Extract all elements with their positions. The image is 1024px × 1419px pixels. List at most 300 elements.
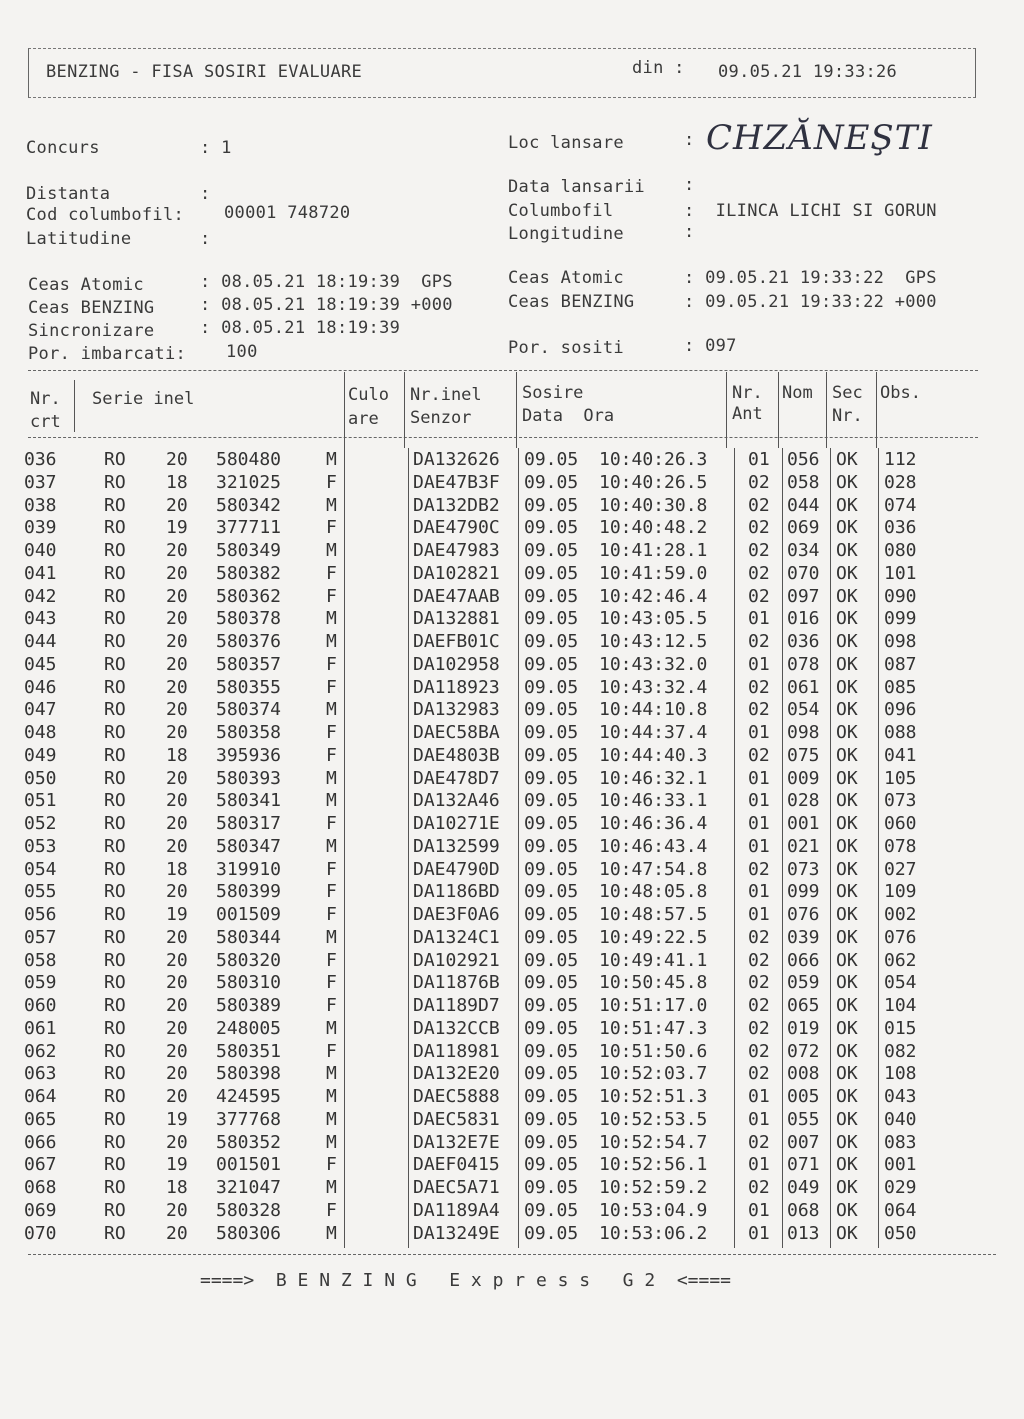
cell-ora: 10:47:54.8 <box>599 858 708 880</box>
cell-sec: OK <box>836 585 858 607</box>
por-imbarcati-value: 100 <box>226 342 258 362</box>
cell-inel: 580355 <box>216 676 282 698</box>
cell-sex: M <box>326 608 337 630</box>
cell-inel: 580376 <box>216 631 282 652</box>
cell-sec: OK <box>836 1108 858 1130</box>
cell-ant: 02 <box>748 1063 770 1085</box>
cell-obs: 108 <box>884 1063 917 1085</box>
table-header-rule <box>28 437 978 438</box>
cell-inel: 319910 <box>216 858 282 880</box>
cell-sex: F <box>326 881 337 903</box>
col-nr-2: crt <box>30 412 61 432</box>
table-row <box>0 721 1024 744</box>
cell-ant: 02 <box>748 1131 770 1153</box>
table-row <box>0 1131 1024 1154</box>
cell-inel: 580320 <box>216 949 282 971</box>
cell-tara: RO <box>104 608 126 630</box>
cell-data: 09.05 <box>524 949 579 971</box>
cell-sex: M <box>326 449 337 470</box>
cell-data: 09.05 <box>524 1199 579 1221</box>
cell-ora: 10:49:41.1 <box>599 949 708 971</box>
concurs-value: : 1 <box>200 138 232 158</box>
cell-nr: 058 <box>24 949 57 971</box>
cell-tara: RO <box>104 835 126 857</box>
cell-senzor: DA118923 <box>413 676 500 698</box>
cell-ora: 10:46:36.4 <box>599 813 708 834</box>
latitudine-value: : <box>200 229 211 249</box>
cell-ora: 10:46:33.1 <box>599 790 708 812</box>
col-divider <box>876 372 877 448</box>
cell-tara: RO <box>104 540 126 561</box>
cell-obs: 101 <box>884 562 917 584</box>
cell-sec: OK <box>836 494 858 516</box>
cell-sec: OK <box>836 1199 858 1221</box>
cell-ant: 01 <box>748 1199 770 1221</box>
cell-senzor: DA1189D7 <box>413 995 500 1016</box>
cell-ant: 01 <box>748 881 770 903</box>
cell-inel: 580389 <box>216 995 282 1016</box>
cell-senzor: DAEFB01C <box>413 631 500 652</box>
cell-sex: F <box>326 1199 337 1221</box>
concurs-label: Concurs <box>26 138 100 158</box>
cell-senzor: DA132599 <box>413 835 500 857</box>
cell-nom: 039 <box>787 926 820 948</box>
cell-sec: OK <box>836 949 858 971</box>
cell-senzor: DAEC5A71 <box>413 1177 500 1198</box>
cell-inel: 580378 <box>216 608 282 630</box>
cell-sec: OK <box>836 790 858 812</box>
cell-obs: 088 <box>884 722 917 743</box>
cell-nom: 007 <box>787 1131 820 1153</box>
cell-nr: 060 <box>24 995 57 1016</box>
cell-data: 09.05 <box>524 767 579 789</box>
cell-sec: OK <box>836 608 858 630</box>
cell-an: 20 <box>166 722 188 743</box>
longitudine-label: Longitudine <box>508 224 624 244</box>
cell-ant: 01 <box>748 1086 770 1107</box>
cell-nr: 070 <box>24 1222 57 1244</box>
table-row <box>0 1222 1024 1245</box>
cell-nom: 065 <box>787 995 820 1016</box>
table-row <box>0 1176 1024 1199</box>
cell-nom: 019 <box>787 1017 820 1039</box>
table-row <box>0 1017 1024 1040</box>
cell-sex: F <box>326 949 337 971</box>
latitudine-label: Latitudine <box>26 229 132 249</box>
cell-an: 19 <box>166 904 188 925</box>
cell-ora: 10:48:05.8 <box>599 881 708 903</box>
cell-an: 20 <box>166 949 188 971</box>
cell-sec: OK <box>836 813 858 834</box>
cod-value: 00001 748720 <box>224 203 351 223</box>
cell-an: 20 <box>166 494 188 516</box>
cell-senzor: DA132A46 <box>413 790 500 812</box>
cell-senzor: DA132983 <box>413 699 500 721</box>
footer-text: ====> B E N Z I N G E x p r e s s G 2 <==== <box>200 1270 732 1291</box>
cell-sex: F <box>326 517 337 539</box>
loc-lansare-colon: : <box>684 130 695 150</box>
cell-tara: RO <box>104 631 126 652</box>
cell-obs: 028 <box>884 471 917 493</box>
table-row <box>0 653 1024 676</box>
col-sec-2: Nr. <box>832 406 863 426</box>
cell-senzor: DA11876B <box>413 972 500 994</box>
cell-sex: M <box>326 767 337 789</box>
cell-nom: 036 <box>787 631 820 652</box>
table-row <box>0 903 1024 926</box>
cell-ora: 10:48:57.5 <box>599 904 708 925</box>
cell-inel: 580374 <box>216 699 282 721</box>
cell-nom: 034 <box>787 540 820 561</box>
cell-sex: F <box>326 995 337 1016</box>
cell-nr: 069 <box>24 1199 57 1221</box>
cell-obs: 073 <box>884 790 917 812</box>
cell-inel: 580317 <box>216 813 282 834</box>
cell-nom: 059 <box>787 972 820 994</box>
cell-senzor: DA102821 <box>413 562 500 584</box>
cell-tara: RO <box>104 949 126 971</box>
cell-sex: M <box>326 1131 337 1153</box>
cell-senzor: DAE4803B <box>413 744 500 766</box>
cell-tara: RO <box>104 1040 126 1062</box>
cell-sex: F <box>326 722 337 743</box>
cell-obs: 085 <box>884 676 917 698</box>
cell-nom: 054 <box>787 699 820 721</box>
cell-obs: 041 <box>884 744 917 766</box>
cell-inel: 424595 <box>216 1086 282 1107</box>
cell-senzor: DA132CCB <box>413 1017 500 1039</box>
cell-ant: 01 <box>748 813 770 834</box>
table-row <box>0 1108 1024 1131</box>
cell-ora: 10:42:46.4 <box>599 585 708 607</box>
cell-tara: RO <box>104 699 126 721</box>
cell-nr: 052 <box>24 813 57 834</box>
cell-tara: RO <box>104 1063 126 1085</box>
cell-nr: 041 <box>24 562 57 584</box>
cell-senzor: DAE47983 <box>413 540 500 561</box>
por-sositi-label: Por. sositi <box>508 338 624 358</box>
cell-obs: 043 <box>884 1086 917 1107</box>
cell-an: 18 <box>166 858 188 880</box>
cell-sec: OK <box>836 1086 858 1107</box>
cell-tara: RO <box>104 881 126 903</box>
cell-data: 09.05 <box>524 676 579 698</box>
cell-an: 20 <box>166 926 188 948</box>
cell-ant: 01 <box>748 449 770 470</box>
cell-tara: RO <box>104 790 126 812</box>
cell-sex: M <box>326 790 337 812</box>
ceas-benzing-value: : 08.05.21 18:19:39 +000 <box>200 295 453 315</box>
cell-an: 20 <box>166 835 188 857</box>
cell-sex: M <box>326 835 337 857</box>
cell-sex: M <box>326 540 337 561</box>
cell-ant: 02 <box>748 926 770 948</box>
cell-nom: 098 <box>787 722 820 743</box>
cell-sex: F <box>326 858 337 880</box>
cell-sex: M <box>326 1063 337 1085</box>
cell-ant: 02 <box>748 995 770 1016</box>
cell-ant: 02 <box>748 585 770 607</box>
sincronizare-label: Sincronizare <box>28 321 155 341</box>
cell-sec: OK <box>836 540 858 561</box>
cell-sec: OK <box>836 1017 858 1039</box>
cell-an: 20 <box>166 1086 188 1107</box>
cell-nr: 038 <box>24 494 57 516</box>
col-sosire-1: Sosire <box>522 383 584 403</box>
cell-nom: 013 <box>787 1222 820 1244</box>
cell-data: 09.05 <box>524 562 579 584</box>
col-serie: Serie inel <box>92 389 195 409</box>
col-ant-2: Ant <box>732 404 763 424</box>
cell-ant: 01 <box>748 608 770 630</box>
table-row <box>0 698 1024 721</box>
cell-data: 09.05 <box>524 790 579 812</box>
cell-data: 09.05 <box>524 449 579 470</box>
cell-obs: 040 <box>884 1108 917 1130</box>
cell-sex: M <box>326 631 337 652</box>
cell-senzor: DA132626 <box>413 449 500 470</box>
cell-ant: 02 <box>748 1017 770 1039</box>
table-row <box>0 1062 1024 1085</box>
cell-data: 09.05 <box>524 653 579 675</box>
cell-nom: 069 <box>787 517 820 539</box>
cell-obs: 109 <box>884 881 917 903</box>
cell-an: 20 <box>166 1017 188 1039</box>
cell-inel: 580310 <box>216 972 282 994</box>
cell-sex: M <box>326 1177 337 1198</box>
cell-data: 09.05 <box>524 471 579 493</box>
ceas-benzing-2-label: Ceas BENZING <box>508 292 635 312</box>
table-row <box>0 471 1024 494</box>
cell-sec: OK <box>836 676 858 698</box>
cell-tara: RO <box>104 972 126 994</box>
cell-sec: OK <box>836 1177 858 1198</box>
distanta-label: Distanta <box>26 184 111 204</box>
cell-tara: RO <box>104 926 126 948</box>
cell-an: 20 <box>166 767 188 789</box>
col-divider <box>826 372 827 448</box>
cell-nr: 040 <box>24 540 57 561</box>
cell-nr: 036 <box>24 449 57 470</box>
table-row <box>0 562 1024 585</box>
cell-inel: 580342 <box>216 494 282 516</box>
table-row <box>0 767 1024 790</box>
cell-sec: OK <box>836 972 858 994</box>
table-row <box>0 949 1024 972</box>
cell-obs: 078 <box>884 835 917 857</box>
table-row <box>0 630 1024 653</box>
cell-ant: 02 <box>748 858 770 880</box>
cell-senzor: DA13249E <box>413 1222 500 1244</box>
data-lansarii-label: Data lansarii <box>508 177 645 197</box>
cell-tara: RO <box>104 471 126 493</box>
cell-sex: F <box>326 904 337 925</box>
cell-senzor: DA102921 <box>413 949 500 971</box>
cell-obs: 064 <box>884 1199 917 1221</box>
cell-an: 19 <box>166 1154 188 1176</box>
cell-sex: F <box>326 972 337 994</box>
cell-nom: 028 <box>787 790 820 812</box>
cell-an: 20 <box>166 562 188 584</box>
cell-sec: OK <box>836 1131 858 1153</box>
cell-sec: OK <box>836 653 858 675</box>
cell-obs: 074 <box>884 494 917 516</box>
cell-tara: RO <box>104 653 126 675</box>
col-ant-1: Nr. <box>732 383 763 403</box>
cell-inel: 377768 <box>216 1108 282 1130</box>
cell-sex: F <box>326 562 337 584</box>
cell-ora: 10:52:59.2 <box>599 1177 708 1198</box>
cell-senzor: DAE47AAB <box>413 585 500 607</box>
cell-nr: 059 <box>24 972 57 994</box>
table-row <box>0 744 1024 767</box>
cell-nr: 055 <box>24 881 57 903</box>
cell-ora: 10:40:26.3 <box>599 449 708 470</box>
cell-sex: F <box>326 676 337 698</box>
cell-tara: RO <box>104 562 126 584</box>
cell-nom: 009 <box>787 767 820 789</box>
cell-inel: 001509 <box>216 904 282 925</box>
cell-nom: 008 <box>787 1063 820 1085</box>
cell-data: 09.05 <box>524 813 579 834</box>
table-bottom-rule <box>28 1254 996 1255</box>
cell-sex: F <box>326 813 337 834</box>
cell-sec: OK <box>836 926 858 948</box>
cell-tara: RO <box>104 449 126 470</box>
cell-data: 09.05 <box>524 540 579 561</box>
cell-data: 09.05 <box>524 744 579 766</box>
sincronizare-value: : 08.05.21 18:19:39 <box>200 318 401 338</box>
cell-sex: F <box>326 1040 337 1062</box>
cell-data: 09.05 <box>524 904 579 925</box>
table-row <box>0 448 1024 471</box>
cell-nr: 068 <box>24 1177 57 1198</box>
cell-an: 20 <box>166 972 188 994</box>
cell-inel: 395936 <box>216 744 282 766</box>
cell-nom: 078 <box>787 653 820 675</box>
cell-ora: 10:46:43.4 <box>599 835 708 857</box>
cell-ora: 10:51:50.6 <box>599 1040 708 1062</box>
cell-nom: 068 <box>787 1199 820 1221</box>
cell-obs: 060 <box>884 813 917 834</box>
cell-senzor: DA132E7E <box>413 1131 500 1153</box>
cell-obs: 080 <box>884 540 917 561</box>
cell-ora: 10:40:48.2 <box>599 517 708 539</box>
cell-nr: 045 <box>24 653 57 675</box>
cell-sec: OK <box>836 1063 858 1085</box>
cell-ora: 10:44:37.4 <box>599 722 708 743</box>
cell-ora: 10:43:32.4 <box>599 676 708 698</box>
cell-obs: 036 <box>884 517 917 539</box>
cell-ant: 02 <box>748 949 770 971</box>
cell-senzor: DAEC58BA <box>413 722 500 743</box>
table-top-rule <box>28 370 978 371</box>
cell-nr: 064 <box>24 1086 57 1107</box>
cell-inel: 580306 <box>216 1222 282 1244</box>
cell-ant: 02 <box>748 699 770 721</box>
cell-inel: 580357 <box>216 653 282 675</box>
cell-sec: OK <box>836 744 858 766</box>
cell-data: 09.05 <box>524 858 579 880</box>
col-divider <box>726 372 727 448</box>
ceas-atomic-label: Ceas Atomic <box>28 275 144 295</box>
col-sec-1: Sec <box>832 383 863 403</box>
cell-ora: 10:52:54.7 <box>599 1131 708 1153</box>
cell-nom: 044 <box>787 494 820 516</box>
cell-sec: OK <box>836 631 858 652</box>
cell-tara: RO <box>104 1199 126 1221</box>
cell-an: 20 <box>166 881 188 903</box>
cell-ora: 10:44:10.8 <box>599 699 708 721</box>
cell-inel: 580351 <box>216 1040 282 1062</box>
cell-obs: 002 <box>884 904 917 925</box>
table-row <box>0 539 1024 562</box>
cell-an: 20 <box>166 449 188 470</box>
cell-data: 09.05 <box>524 517 579 539</box>
cell-nom: 058 <box>787 471 820 493</box>
table-row <box>0 585 1024 608</box>
cell-tara: RO <box>104 1177 126 1198</box>
cell-an: 18 <box>166 471 188 493</box>
cell-inel: 001501 <box>216 1154 282 1176</box>
cell-sec: OK <box>836 904 858 925</box>
cell-senzor: DA1186BD <box>413 881 500 903</box>
cell-inel: 580393 <box>216 767 282 789</box>
cell-data: 09.05 <box>524 881 579 903</box>
din-value: 09.05.21 19:33:26 <box>718 62 898 82</box>
cell-data: 09.05 <box>524 1108 579 1130</box>
cell-inel: 580362 <box>216 585 282 607</box>
table-row <box>0 994 1024 1017</box>
cell-nom: 061 <box>787 676 820 698</box>
cell-senzor: DAE3F0A6 <box>413 904 500 925</box>
cell-ora: 10:49:22.5 <box>599 926 708 948</box>
cell-inel: 580399 <box>216 881 282 903</box>
table-row <box>0 676 1024 699</box>
cell-ora: 10:43:32.0 <box>599 653 708 675</box>
cell-data: 09.05 <box>524 1040 579 1062</box>
cell-sex: M <box>326 1017 337 1039</box>
col-nom: Nom <box>782 383 813 403</box>
table-row <box>0 789 1024 812</box>
cell-ant: 01 <box>748 1154 770 1176</box>
loc-lansare-handwritten: CHZĂNEŞTI <box>706 118 933 158</box>
cell-nr: 049 <box>24 744 57 766</box>
cell-ant: 01 <box>748 904 770 925</box>
cell-an: 20 <box>166 813 188 834</box>
cell-data: 09.05 <box>524 1154 579 1176</box>
cell-ora: 10:46:32.1 <box>599 767 708 789</box>
col-sosire-2: Data Ora <box>522 406 615 426</box>
table-row <box>0 880 1024 903</box>
ceas-benzing-2-value: : 09.05.21 19:33:22 +000 <box>684 292 937 312</box>
cell-ora: 10:52:51.3 <box>599 1086 708 1107</box>
cell-nr: 066 <box>24 1131 57 1153</box>
cell-nr: 039 <box>24 517 57 539</box>
cell-senzor: DA10271E <box>413 813 500 834</box>
cell-tara: RO <box>104 744 126 766</box>
cell-sex: M <box>326 1086 337 1107</box>
table-row <box>0 494 1024 517</box>
table-row <box>0 1153 1024 1176</box>
cell-inel: 580344 <box>216 926 282 948</box>
table-row <box>0 812 1024 835</box>
cell-an: 19 <box>166 1108 188 1130</box>
cell-obs: 015 <box>884 1017 917 1039</box>
cell-sec: OK <box>836 722 858 743</box>
cell-data: 09.05 <box>524 926 579 948</box>
distanta-value: : <box>200 184 211 204</box>
